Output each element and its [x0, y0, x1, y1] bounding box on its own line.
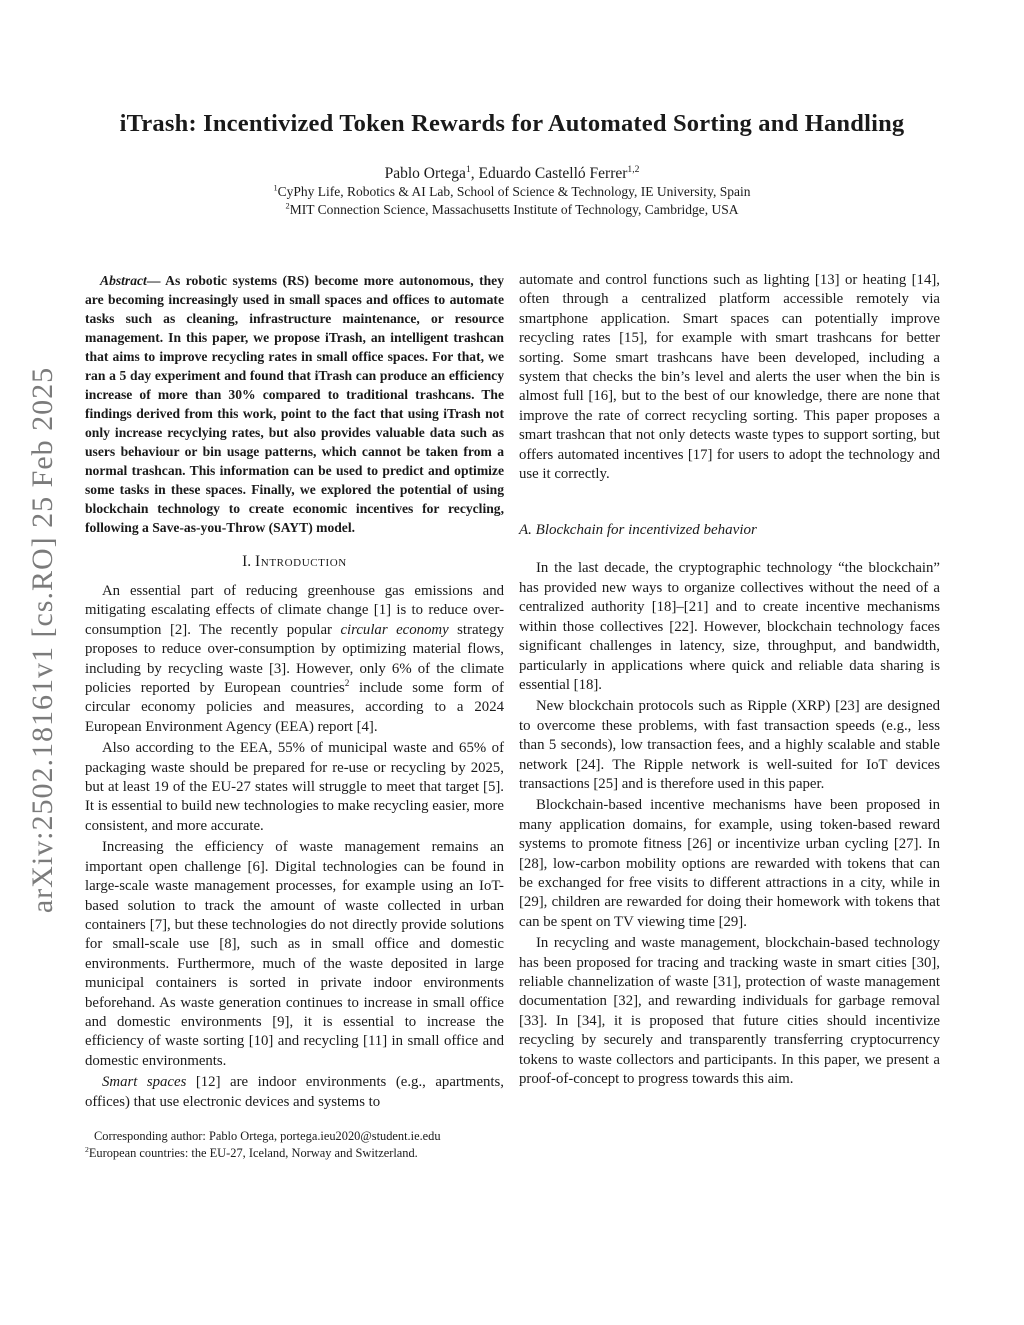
- footnote-corresponding-author: Corresponding author: Pablo Ortega, portega.ieu2020@student.ie.edu: [94, 1128, 441, 1143]
- footnote-european-countries: $^2$European countries: the EU-27, Iceland, Norway and Switzerland.: [85, 1144, 418, 1160]
- abstract-paragraph: Abstract— As robotic systems (RS) become more autonomous, they are becoming increasingly used in small spaces and offices to automate tasks such as cleaning, infrastructure maintenance, or resource management. In this paper, we propose iTrash, an intelligent trashcan that aims to improve recycling rates in small office spaces. For that, we ran a 5 day experiment and found that iTrash can produce an efficiency increase of more than 30% compared to traditional trashcans. The findings derived from this work, point to the fact that using iTrash not only increase recyclying rates, but also provides valuable data such as users behaviour or bin usage patterns, which cannot be taken from a normal trashcan. This information can be used to predict and optimize some tasks in these spaces. Finally, we explored the potential of using blockchain technology to create economic incentives for recycling, following a Save-as-you-Throw (SAYT) model.: [85, 273, 504, 535]
- section-heading-introduction: I. Introduction: [242, 553, 347, 570]
- body-paragraph-blockchain-2: New blockchain protocols such as Ripple (XRP) [23] are designed to overcome these problems, with fast transaction speeds (e.g., less than 5 seconds), low transaction fees, and a highly scalable and stable network [24]. The Ripple network is well-suited for IoT devices transactions [25] and is therefore used in this paper.: [519, 698, 940, 792]
- affiliation-1: $^1$CyPhy Life, Robotics & AI Lab, School of Science & Technology, IE University, Spain: [273, 183, 751, 199]
- affiliation-2: $^2$MIT Connection Science, Massachusetts Institute of Technology, Cambridge, USA: [285, 201, 739, 217]
- arxiv-watermark: arXiv:2502.18161v1 [cs.RO] 25 Feb 2025: [26, 366, 59, 914]
- paper-title: iTrash: Incentivized Token Rewards for Automated Sorting and Handling: [119, 110, 905, 137]
- body-paragraph-blockchain-1: In the last decade, the cryptographic technology “the blockchain” has provided new ways to organize collectives without the need of a centralized authority [18]–[21] and to create incentive mechanisms within those collectives [22]. However, blockchain technology faces significant challenges in latency, size, throughput, and bandwidth, particularly in applications where quick and reliable data sharing is essential [18].: [519, 560, 940, 693]
- body-paragraph-blockchain-4: In recycling and waste management, blockchain-based technology has been proposed for tracing and tracking waste in smart cities [30], reliable channelization of waste [31], protection of waste management documentation [32], and rewarding individuals for garbage removal [33]. In [34], it is proposed that future cities should incentivize recycling by securely and transparently transferring cryptocurrency tokens to waste collectors and participants. In this paper, we present a proof-of-concept to progress towards this aim.: [519, 935, 940, 1088]
- authors-line: Pablo Ortega$^1$, Eduardo Castelló Ferrer$^{1,2}$: [384, 163, 640, 182]
- right-column: [519, 271, 940, 1089]
- body-paragraph-smart-spaces-continued: automate and control functions such as lighting [13] or heating [14], often through a centralized platform accessible remotely via smartphone application. Smart spaces can potentially improve recycling rates [15], for example with smart trashcans for better sorting. Some smart trashcans have been developed, including a system that checks the bin’s level and alerts the user when the bin is almost full [16], but to the best of our knowledge, there are none that improve the rate of correct recycling sorting. This paper proposes a smart trashcan that not only detects waste types to support sorting, but offers automated incentives [17] for users to adopt the technology and use it correctly.: [519, 272, 940, 483]
- intro-paragraph-2: Also according to the EEA, 55% of municipal waste and 65% of packaging waste should be prepared for re-use or recycling by 2025, but at least 19 of the EU-27 states will struggle to meet that target [5]. It is essential to build new technologies to make recycling easier, more consistent, and more accurate.: [85, 740, 504, 834]
- left-column: [85, 271, 504, 1162]
- paper-header: [0, 110, 1024, 219]
- subsection-heading-blockchain: A. Blockchain for incentivized behavior: [519, 522, 757, 539]
- intro-paragraph-1: An essential part of reducing greenhouse gas emissions and mitigating escalating effects of climate change [1] is to reduce over-consumption [2]. The recently popular circular economy strategy proposes to reduce over-consumption by optimizing material flows, including by recycling waste [3]. However, only 6% of the climate policies reported by European countries$^2$ include some form of circular economy policies and measures, according to a 2024 European Environment Agency (EEA) report [4].: [85, 583, 505, 735]
- footnotes: [85, 1128, 504, 1162]
- intro-paragraph-3: Increasing the efficiency of waste management remains an important open challenge [6]. Digital technologies can be found in large-scale waste management processes, for example using an IoT-based solution to track the amount of waste collected in urban containers [7], but these technologies do not directly provide solutions for small-scale use [8], such as in small office and domestic environments. Furthermore, much of the waste deposited in large municipal containers is sorted in private indoor environments beforehand. As waste generation continues to increase in small office and domestic environments [9], it is essential to increase the efficiency of waste sorting [10] and recycling [11] in small office and domestic environments.: [85, 839, 504, 1069]
- body-paragraph-blockchain-3: Blockchain-based incentive mechanisms have been proposed in many application domains, for example, using token-based reward systems to promote fitness [26] or incentivize urban cycling [27]. In [28], low-carbon mobility options are rewarded with tokens that can be exchanged for free visits to different attractions in a city, while in [29], children are rewarded for doing their homework with tokens that can be spent on TV viewing time [29].: [519, 797, 940, 930]
- intro-paragraph-4: Smart spaces [12] are indoor environments (e.g., apartments, offices) that use electronic devices and systems to: [85, 1074, 504, 1110]
